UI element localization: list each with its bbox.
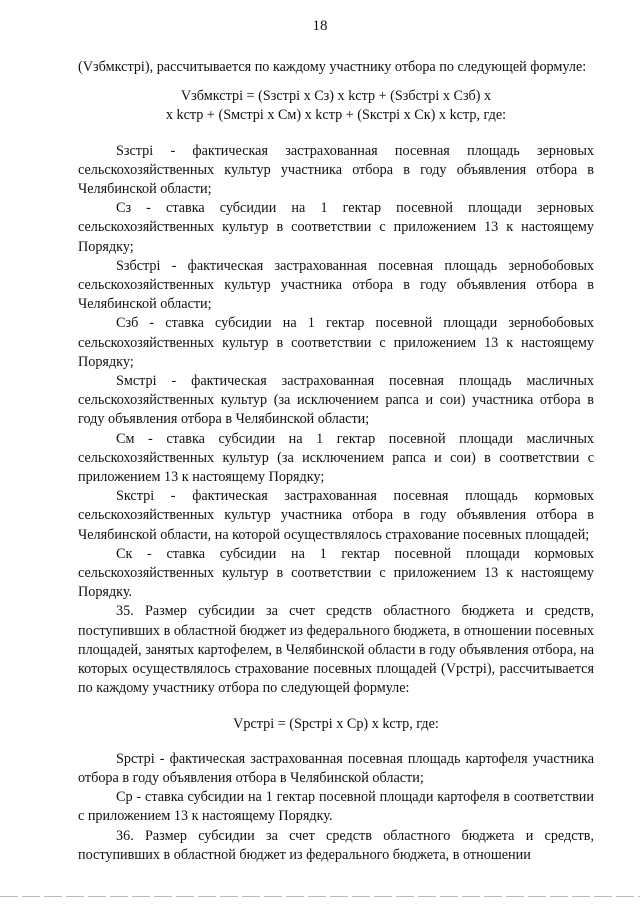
- document-body: [78, 58, 594, 865]
- paragraph: См - ставка субсидии на 1 гектар посевной площади масличных сельскохозяйственных культур (за исключением рапса и сои) в соответствии с приложением 13 к настоящему Порядку;: [78, 430, 594, 486]
- paragraph: Sзстрi - фактическая застрахованная посевная площадь зерновых сельскохозяйственных культур участника отбора в году объявления отбора в Челябинской области;: [78, 142, 594, 198]
- paragraph: 36. Размер субсидии за счет средств областного бюджета и средств, поступивших в областной бюджет из федерального бюджета, в отношении: [78, 827, 594, 863]
- paragraph: Sзбстрi - фактическая застрахованная посевная площадь зернобобовых сельскохозяйственных культур участника отбора в году объявления отбора в Челябинской области;: [78, 257, 594, 313]
- formula-line: Vзбмкстрi = (Sзстрi x Сз) x kстр + (Sзбстрi x Сзб) x: [180, 88, 492, 105]
- paragraph: Sкстрi - фактическая застрахованная посевная площадь кормовых сельскохозяйственных культур участника отбора в году объявления отбора в Челябинской области, на которой осуществлялось страхование посевных площадей;: [78, 488, 594, 543]
- paragraph: Ск - ставка субсидии на 1 гектар посевной площади кормовых сельскохозяйственных культур в соответствии с приложением 13 к настоящему Порядку.: [78, 545, 594, 601]
- paragraph: Сз - ставка субсидии на 1 гектар посевной площади зерновых сельскохозяйственных культур в соответствии с приложением 13 к настоящему Порядку;: [78, 200, 594, 255]
- spacer: [78, 734, 594, 750]
- formula-line: x kстр + (Sмстрi x См) x kстр + (Sкстрi x Ск) x kстр, где:: [165, 107, 507, 124]
- formula-line: Vpстрi = (Spстрi x Сp) x kстр, где:: [233, 715, 439, 732]
- spacer: [78, 699, 594, 715]
- paragraph: Сp - ставка субсидии на 1 гектар посевной площади картофеля в соответствии с приложением 13 к настоящему Порядку.: [78, 789, 594, 825]
- paragraph: Сзб - ставка субсидии на 1 гектар посевной площади зернобобовых сельскохозяйственных культур в соответствии с приложением 13 к настоящему Порядку;: [78, 315, 594, 370]
- scan-edge-line: [0, 896, 640, 897]
- paragraph: 35. Размер субсидии за счет средств областного бюджета и средств, поступивших в областной бюджет из федерального бюджета, в отношении посевных площадей, занятых картофелем, в Челябинской области в году объявления отбора, на которых осуществлялось страхование посевных площадей (Vpстрi), рассчитывается по каждому участнику отбора по следующей формуле:: [78, 603, 594, 697]
- paragraph: Spстрi - фактическая застрахованная посевная площадь картофеля участника отбора в году объявления отбора в Челябинской области;: [78, 750, 594, 786]
- spacer: [78, 126, 594, 142]
- paragraph: (Vзбмкстрi), рассчитывается по каждому участнику отбора по следующей формуле:: [78, 59, 587, 75]
- page-number: 18: [312, 18, 328, 34]
- paragraph: Sмстрi - фактическая застрахованная посевная площадь масличных сельскохозяйственных культур (за исключением рапса и сои) участника отбора в году объявления отбора в Челябинской области;: [78, 373, 594, 428]
- spacer: [78, 77, 594, 87]
